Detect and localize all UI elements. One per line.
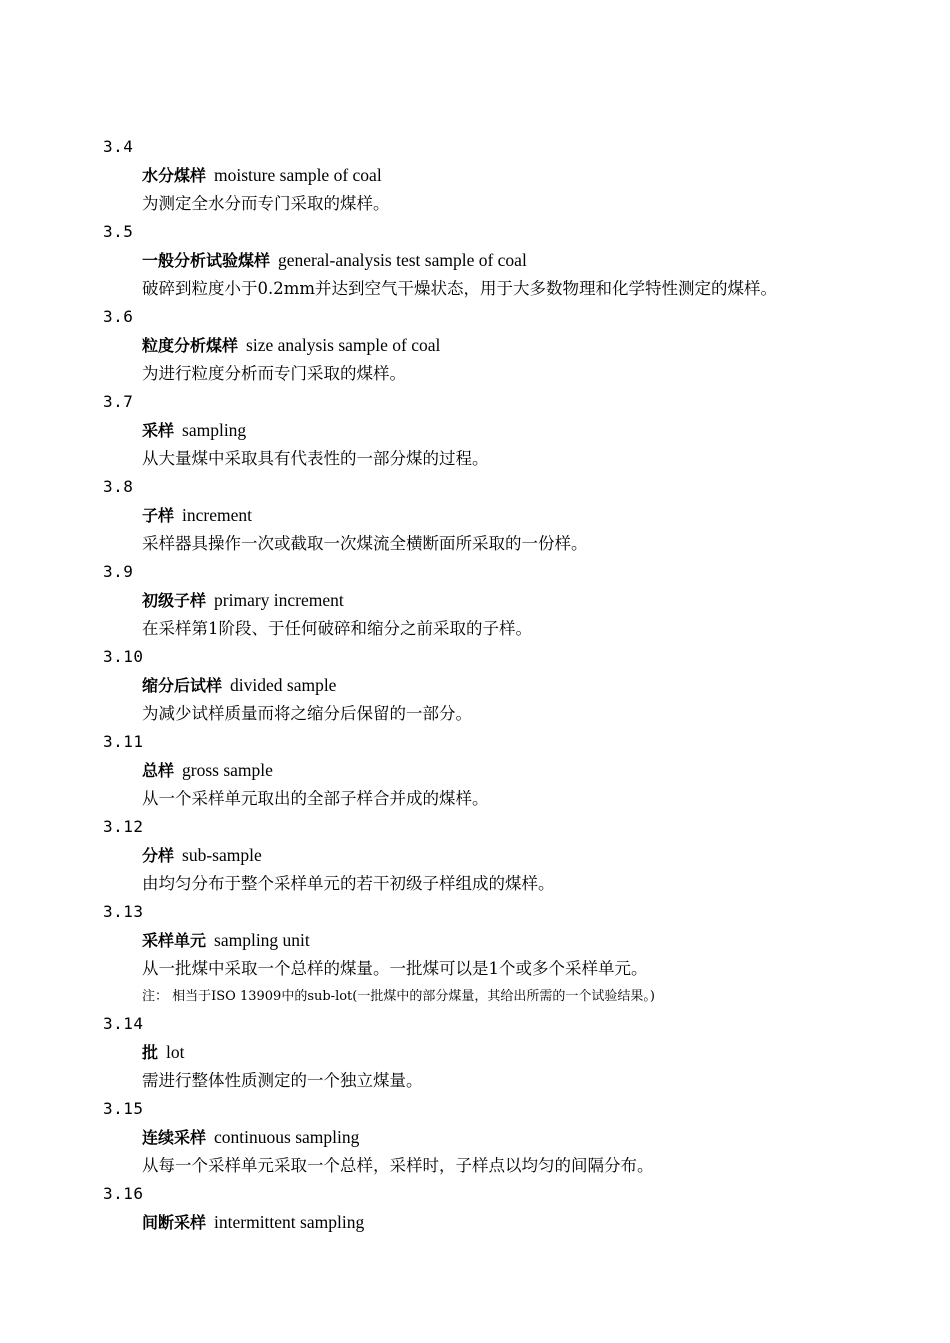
clause-number: 3.11 — [103, 732, 144, 751]
term-definition-list — [0, 133, 950, 1236]
term-definition: 为测定全水分而专门采取的煤样。 — [142, 194, 390, 213]
term-english: lot — [166, 1042, 185, 1062]
term-chinese: 水分煤样 — [142, 166, 207, 185]
term-heading — [0, 161, 950, 189]
term-entry-3-14 — [0, 1010, 950, 1095]
term-definition: 从每一个采样单元采取一个总样，采样时，子样点以均匀的间隔分布。 — [142, 1156, 654, 1175]
term-note: 注： 相当于ISO 13909中的sub-lot(一批煤中的部分煤量，其给出所需的一个试验结果。) — [142, 989, 655, 1004]
term-english: general-analysis test sample of coal — [278, 250, 527, 270]
clause-number: 3.9 — [103, 562, 134, 581]
term-chinese: 分样 — [142, 846, 175, 865]
clause-number: 3.14 — [103, 1014, 144, 1033]
term-definition: 采样器具操作一次或截取一次煤流全横断面所采取的一份样。 — [142, 534, 588, 553]
term-definition: 从大量煤中采取具有代表性的一部分煤的过程。 — [142, 449, 489, 468]
term-english: moisture sample of coal — [214, 165, 382, 185]
term-heading — [0, 501, 950, 529]
term-chinese: 连续采样 — [142, 1128, 207, 1147]
term-definition: 在采样第1阶段、于任何破碎和缩分之前采取的子样。 — [142, 619, 532, 638]
clause-number: 3.8 — [103, 477, 134, 496]
term-entry-3-9 — [0, 558, 950, 643]
term-entry-3-7 — [0, 388, 950, 473]
clause-number: 3.12 — [103, 817, 144, 836]
term-chinese: 粒度分析煤样 — [142, 336, 239, 355]
term-chinese: 初级子样 — [142, 591, 207, 610]
term-entry-3-11 — [0, 728, 950, 813]
term-definition: 为进行粒度分析而专门采取的煤样。 — [142, 364, 406, 383]
term-chinese: 缩分后试样 — [142, 676, 223, 695]
term-entry-3-12 — [0, 813, 950, 898]
term-entry-3-6 — [0, 303, 950, 388]
term-heading — [0, 1208, 950, 1236]
term-chinese: 一般分析试验煤样 — [142, 251, 271, 270]
term-heading — [0, 246, 950, 274]
term-chinese: 采样单元 — [142, 931, 207, 950]
term-entry-3-13 — [0, 898, 950, 1010]
term-heading — [0, 756, 950, 784]
term-english: intermittent sampling — [214, 1212, 365, 1232]
term-definition: 需进行整体性质测定的一个独立煤量。 — [142, 1071, 423, 1090]
term-definition: 为减少试样质量而将之缩分后保留的一部分。 — [142, 704, 472, 723]
term-heading — [0, 1123, 950, 1151]
clause-number: 3.5 — [103, 222, 134, 241]
clause-number: 3.13 — [103, 902, 144, 921]
term-english: sampling — [182, 420, 247, 440]
term-heading — [0, 416, 950, 444]
term-definition: 从一个采样单元取出的全部子样合并成的煤样。 — [142, 789, 489, 808]
term-heading — [0, 671, 950, 699]
clause-number: 3.10 — [103, 647, 144, 666]
clause-number: 3.16 — [103, 1184, 144, 1203]
term-chinese: 采样 — [142, 421, 175, 440]
term-english: divided sample — [230, 675, 337, 695]
term-english: size analysis sample of coal — [246, 335, 441, 355]
clause-number: 3.7 — [103, 392, 134, 411]
term-english: primary increment — [214, 590, 344, 610]
term-heading — [0, 586, 950, 614]
term-english: sampling unit — [214, 930, 310, 950]
term-chinese: 批 — [142, 1043, 159, 1062]
term-english: sub-sample — [182, 845, 262, 865]
term-english: gross sample — [182, 760, 273, 780]
clause-number: 3.15 — [103, 1099, 144, 1118]
term-english: increment — [182, 505, 252, 525]
term-entry-3-15 — [0, 1095, 950, 1180]
clause-number: 3.4 — [103, 137, 134, 156]
term-heading — [0, 331, 950, 359]
term-heading — [0, 841, 950, 869]
term-heading — [0, 1038, 950, 1066]
term-chinese: 子样 — [142, 506, 175, 525]
term-english: continuous sampling — [214, 1127, 360, 1147]
term-entry-3-10 — [0, 643, 950, 728]
term-chinese: 间断采样 — [142, 1213, 207, 1232]
term-definition: 从一批煤中采取一个总样的煤量。一批煤可以是1个或多个采样单元。 — [142, 959, 648, 978]
term-definition: 由均匀分布于整个采样单元的若干初级子样组成的煤样。 — [142, 874, 555, 893]
term-entry-3-16 — [0, 1180, 950, 1236]
term-entry-3-4 — [0, 133, 950, 218]
clause-number: 3.6 — [103, 307, 134, 326]
term-definition: 破碎到粒度小于0.2mm并达到空气干燥状态，用于大多数物理和化学特性测定的煤样。 — [142, 279, 778, 298]
term-entry-3-5 — [0, 218, 950, 303]
term-heading — [0, 926, 950, 954]
term-entry-3-8 — [0, 473, 950, 558]
term-chinese: 总样 — [142, 761, 175, 780]
